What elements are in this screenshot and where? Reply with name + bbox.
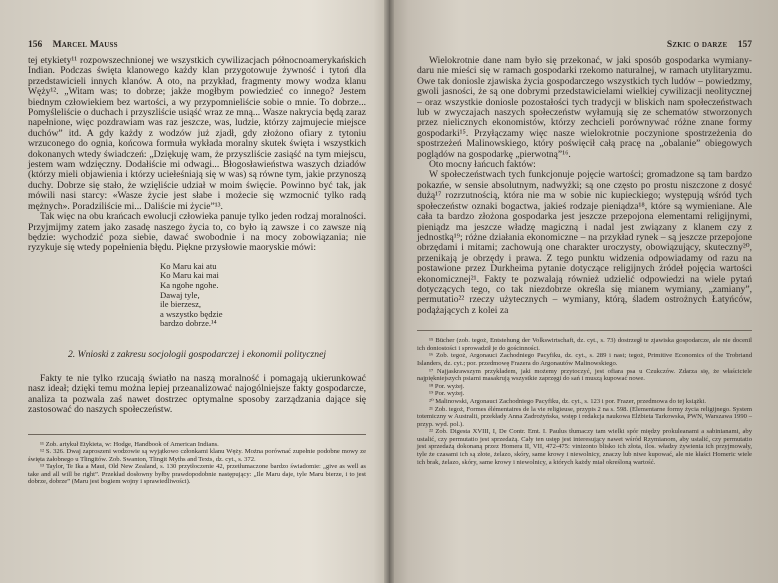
page-number: 156 — [28, 40, 43, 50]
maori-proverb — [160, 262, 366, 329]
paragraph: Wielokrotnie dane nam było się przekonać, w jaki sposób gospodarka wymiany-daru nie mieści się w ramach gospodarki rzekomo naturalnej, w ramach utylitaryzmu. Owe tak doniosle zjawiska życia gospodarczego wszystkich tych ludów – powiedzmy, gwoli jasności, że są one dobrymi przedstawicielami wielkiej cywilizacji neolitycznej – oraz wszystkie doniosle pozostałości tych tradycji w bliskich nam społeczeństwach lub w zwyczajach naszych społeczeństw wyłamują się ze schematów stworzonych przez nielicznych ekonomistów, którzy zechcieli porównywać różne znane formy gospodarki¹⁵. Przyłączamy więc nasze wielokrotnie poczynione spostrzeżenia do spostrzeżeń Malinowskiego, który poświęcił całą pracę na „obalanie” obiegowych poglądów na gospodarkę „pierwotną”¹⁶. — [417, 55, 752, 160]
section-title: 2. Wnioski z zakresu socjologii gospodarczej i ekonomii politycznej — [67, 348, 327, 360]
footnote: ²⁰ Malinowski, Argonauci Zachodniego Pacyfiku, dz. cyt., s. 123 i por. Frazer, przedmowa do tej książki. — [429, 397, 707, 405]
right-page — [389, 0, 778, 583]
right-page-header — [667, 40, 752, 50]
footnote: ¹⁸ Por. wyżej. — [429, 382, 465, 390]
verse-line: a wszystko będzie — [160, 308, 223, 319]
book-spine-shadow — [384, 0, 394, 583]
running-head: Marcel Mauss — [52, 40, 118, 50]
footnote: ¹⁵ Bücher (zob. tegoż, Entstehung der Volkswirtschaft, dz. cyt., s. 73) dostrzegł te zjawiska gospodarcze, ale nie docenil ich doniostości i sprowadził je do gościnności. — [417, 337, 752, 352]
footnote: ¹⁷ Najjaskrawszym przykładem, jaki możemy przytoczyć, jest ofiara psa u Czukczów. Zdarza się, że właściciele najpiękniejszych psiarni masakrują wszystkie zaprzęgi do sań i muszą kupować nowe. — [417, 367, 752, 383]
paragraph: tej etykiety¹¹ rozpowszechnionej we wszystkich cywilizacjach północnoamerykańskich Indian. Podczas święta klanowego każdy klan przygotowuje żywność i tytoń dla przedstawicieli innych klanów. A oto, na przykład, fragmenty mowy wodza klanu Węży¹². „Witam was; to dobrze; jakże mogłbym powiedzieć co innego? Jestem biednym człowiekiem bez wartości, a wy przypomnieliście sobie o mnie. To dobrze... Pomyśleliście o duchach i przyszliście usiąść wraz ze mną... Wasze nakrycia będą zaraz napełnione, więc pozdrawiam was raz jeszcze, was, ludzie, którzy zajmujecie miejsce duchów” itd. A gdy każdy z wodzów już zjadł, gdy złożono ofiary z tytoniu wrzuconego do ognia, końcowa formuła wykłada moralny skutek święta i wszystkich dokonanych wtedy świadczeń: „Dziękuję wam, że przyszliście zasiąść na tym miejscu, jestem wam wdzięczny. Dodałiście mi odwagi... Błogosławieństwa waszych dziadów (którzy mieli objawienia i którzy uciełeśniają się w was) są równe tym, jakie przynoszą duchy. Dobrze się stało, że wzięliście udział w moim święcie. Powinno być tak, jak mówili nasi starcy: «Wasze życie jest słabe i możecie się wzmocnić tylko radą mężnych». Poradziliście mi... Daliście mi życie”¹³. — [28, 55, 366, 212]
verse-line: Ka ngohe ngohe. — [160, 279, 219, 290]
footnote: ¹⁹ Por. wyżej. — [429, 390, 465, 398]
verse-line: Dawaj tyle, — [160, 289, 200, 300]
right-text-column — [417, 56, 752, 466]
footnote: ¹³ Taylor, Te Ika a Maui, Old New Zealand, s. 130 przytłoczenie 42, przetłumaczone bardzo świadomie: „give as well as take and all will be right”. Przekład dosłowny byłby prawdopodobnie następujący: „Ile Maru daje, tyle Maru bierze, i to jest dobrze, dobrze” (Maru jest bogiem wojny i sprawiedliwości). — [28, 463, 366, 486]
verse-line: bardzo dobrze.¹⁴ — [160, 318, 217, 329]
footnote: ¹² S. 326. Dwaj zaproszeni wodzowie są wyjątkowo członkami klanu Węży. Można porównać zupełnie podobne mowy ze święta żałobnego u Tlingitów. Zob. Swanton, Tlingit Myths and Texts, dz. cyt., s. 372. — [28, 448, 366, 463]
footnote: ²¹ Zob. tegoż, Formes élémentaires de la vie religieuse, przypis 2 na s. 598. (Elementarne formy życia religijnego. System totemiczny w Australii, przekłady Anna Zadrożyńska, wstęp i redakcja naukowa Elżbieta Tarkowska, PWN, Warszawa 1990 – przyp. wyd. pol.). — [417, 405, 752, 428]
footnotes — [417, 330, 752, 466]
paragraph: Tak więc na obu krańcach ewolucji człowieka panuje tylko jeden rodzaj moralności. Przyjmijmy zatem jako zasadę naszego życia to, co było ią zawsze i co zawsze nią będzie: wychodzić poza siebie, dawać swobodnie i na mocy zobowiązania; nie ryzykuje się wtedy popełnienia błędu. Piękne przysłowie maoryskie mówi: — [28, 211, 366, 254]
paragraph: Fakty te nie tylko rzucają światło na naszą moralność i pomagają ukierunkować nasz ideał; dzięki temu można lepiej przeanalizować najogólniejsze fakty gospodarcze, analiza ta pozwala zaś nawet dostrzec optymalne sposoby zarządzania dające się zastosować do naszych społeczeństw. — [28, 372, 366, 416]
left-text-column — [28, 56, 366, 486]
page-number: 157 — [737, 40, 752, 50]
footnote: ¹¹ Zob. artykuł Etykieta, w: Hodge, Handbook of American Indians. — [40, 440, 219, 448]
footnote: ¹⁶ Zob. tegoż, Argonauci Zachodniego Pacyfiku, dz. cyt., s. 289 i nast; tegoż, Primitive Economics of the Trobriand Islanders, dz. cyt.; por. przedmowę Frazera do Argonautów Malinowskiego. — [417, 352, 752, 367]
paragraph: W społeczeństwach tych funkcjonuje pojęcie wartości; gromadzone są tam bardzo pokazńe, w sensie absolutnym, nadwyżki; są one często po prostu niszczone z dosyć dużą¹⁷ rozrzutnością, która nie ma w sobie nic kupieckiego; występują wśród tych społeczeństw oznaki bogactwa, jakieś rodzaje pieniądza¹⁸, które są wymieniane. Ale cała ta bardzo złożona gospodarka jest jeszcze przepojona elementami religijnymi, pieniądz ma jeszcze władzę magiczną i nadal jest związany z klanem czy z jednostką¹⁹; różne działania ekonomiczne – na przykład rynek – są jeszcze przepojone obrzędami i mitami; zachowują one charakter uroczysty, obowiązujący, skuteczny²⁰, przenikają je obrzędy i prawa. Z tego punktu widzenia odpowiadamy od razu na postawione przez Durkheima pytanie dotyczące religijnych źródeł pojęcia wartości ekonomicznej²¹. Fakty te pozwalają również udzielić odpowiedzi na wiele pytań dotyczących tego, co tak niezdobrze określa się mianem wymiany, „zamiany”, permutatio²² rzeczy użytecznych – wymiany, którą, śladem ostrożnych Łatyńców, podążających z kolei za — [417, 169, 752, 316]
footnotes — [28, 434, 366, 487]
left-page-header — [28, 40, 118, 50]
verse-line: Ko Maru kai mai — [160, 270, 219, 281]
footnote: ²² Zob. Digesta XVIII, I, De Contr. Emt. I. Paulus tłumaczy tam wielki spór między prokuleanami a sabinianami, aby ustalić, czy permutatio jest sprzedażą. Cały ten ustęp jest interesujący nawet wśród Rzymianom, aby ustalić, czy permutatio jest sprzedażą dokonaną przez Homera II, VII, 472-475: vinizonto blisko ich złota, ilos. władzy żywienia ich przyjmowały, tyle że czasami ich są złote, żelazo, skóry, same krowy i niewolnicy, znaczy lub niwe kupować, ale nie kłaści Homeric wiele ich brak, żelazo, skóry, same krowy i niewolnicy, a których każdy miał określoną wartość. — [417, 428, 752, 466]
verse-line: Ko Maru kai atu — [160, 260, 217, 271]
paragraph: Oto mocny łańcuch faktów: — [429, 159, 536, 171]
running-head: Szkic o darze — [666, 40, 728, 50]
verse-line: ile bierzesz, — [160, 299, 202, 310]
